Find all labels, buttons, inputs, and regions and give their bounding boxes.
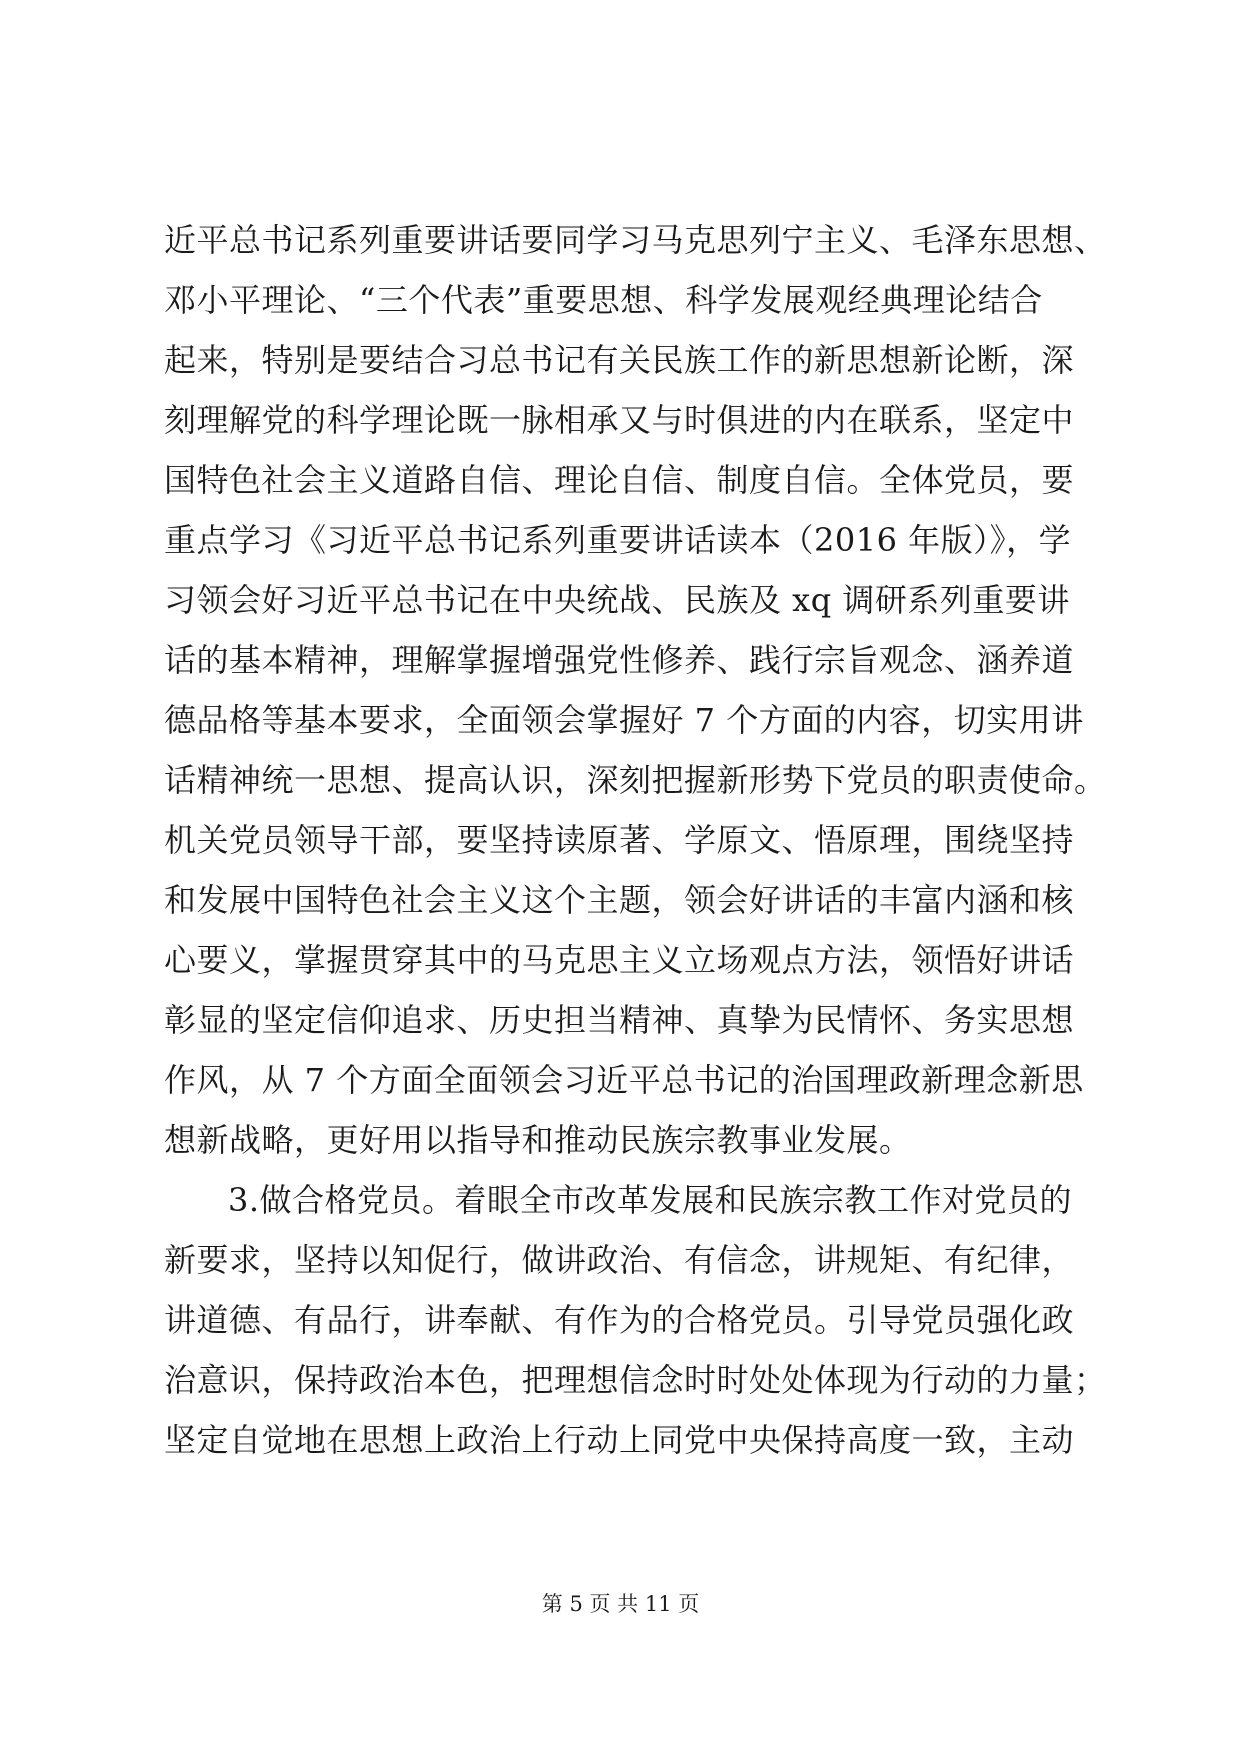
page-number: 第 5 页 共 11 页 [541,1592,700,1616]
text-line: 话精神统一思想、提高认识，深刻把握新形势下党员的职责使命。 [164,761,1107,799]
paragraph-start-line: 3.做合格党员。着眼全市改革发展和民族宗教工作对党员的 [228,1181,1073,1219]
text-line: 新要求，坚持以知促行，做讲政治、有信念，讲规矩、有纪律， [164,1241,1075,1279]
text-line: 重点学习《习近平总书记系列重要讲话读本（2016 年版）》，学 [164,521,1072,559]
text-line: 彰显的坚定信仰追求、历史担当精神、真挚为民情怀、务实思想 [164,1001,1075,1039]
text-line: 和发展中国特色社会主义这个主题，领会好讲话的丰富内涵和核 [164,881,1075,919]
text-line: 话的基本精神，理解掌握增强党性修养、践行宗旨观念、涵养道 [164,641,1075,679]
text-line: 刻理解党的科学理论既一脉相承又与时俱进的内在联系，坚定中 [164,401,1075,439]
body-text [164,210,1124,1470]
page-footer [0,1588,1241,1618]
text-line: 近平总书记系列重要讲话要同学习马克思列宁主义、毛泽东思想、 [164,221,1107,259]
text-line: 作风，从 7 个方面全面领会习近平总书记的治国理政新理念新思 [164,1061,1084,1099]
text-line: 机关党员领导干部，要坚持读原著、学原文、悟原理，围绕坚持 [164,821,1075,859]
text-line: 想新战略，更好用以指导和推动民族宗教事业发展。 [164,1121,912,1159]
text-line: 起来，特别是要结合习总书记有关民族工作的新思想新论断，深 [164,341,1075,379]
text-line: 心要义，掌握贯穿其中的马克思主义立场观点方法，领悟好讲话 [164,941,1075,979]
text-line: 习领会好习近平总书记在中央统战、民族及 xq 调研系列重要讲 [164,581,1070,619]
text-line: 治意识，保持政治本色，把理想信念时时处处体现为行动的力量； [164,1361,1107,1399]
text-line: 德品格等基本要求，全面领会掌握好 7 个方面的内容，切实用讲 [164,701,1084,739]
text-line: 坚定自觉地在思想上政治上行动上同党中央保持高度一致，主动 [164,1421,1075,1459]
text-line: 国特色社会主义道路自信、理论自信、制度自信。全体党员，要 [164,461,1075,499]
text-line: 讲道德、有品行，讲奉献、有作为的合格党员。引导党员强化政 [164,1301,1075,1339]
text-line: 邓小平理论、“三个代表”重要思想、科学发展观经典理论结合 [164,281,1043,319]
